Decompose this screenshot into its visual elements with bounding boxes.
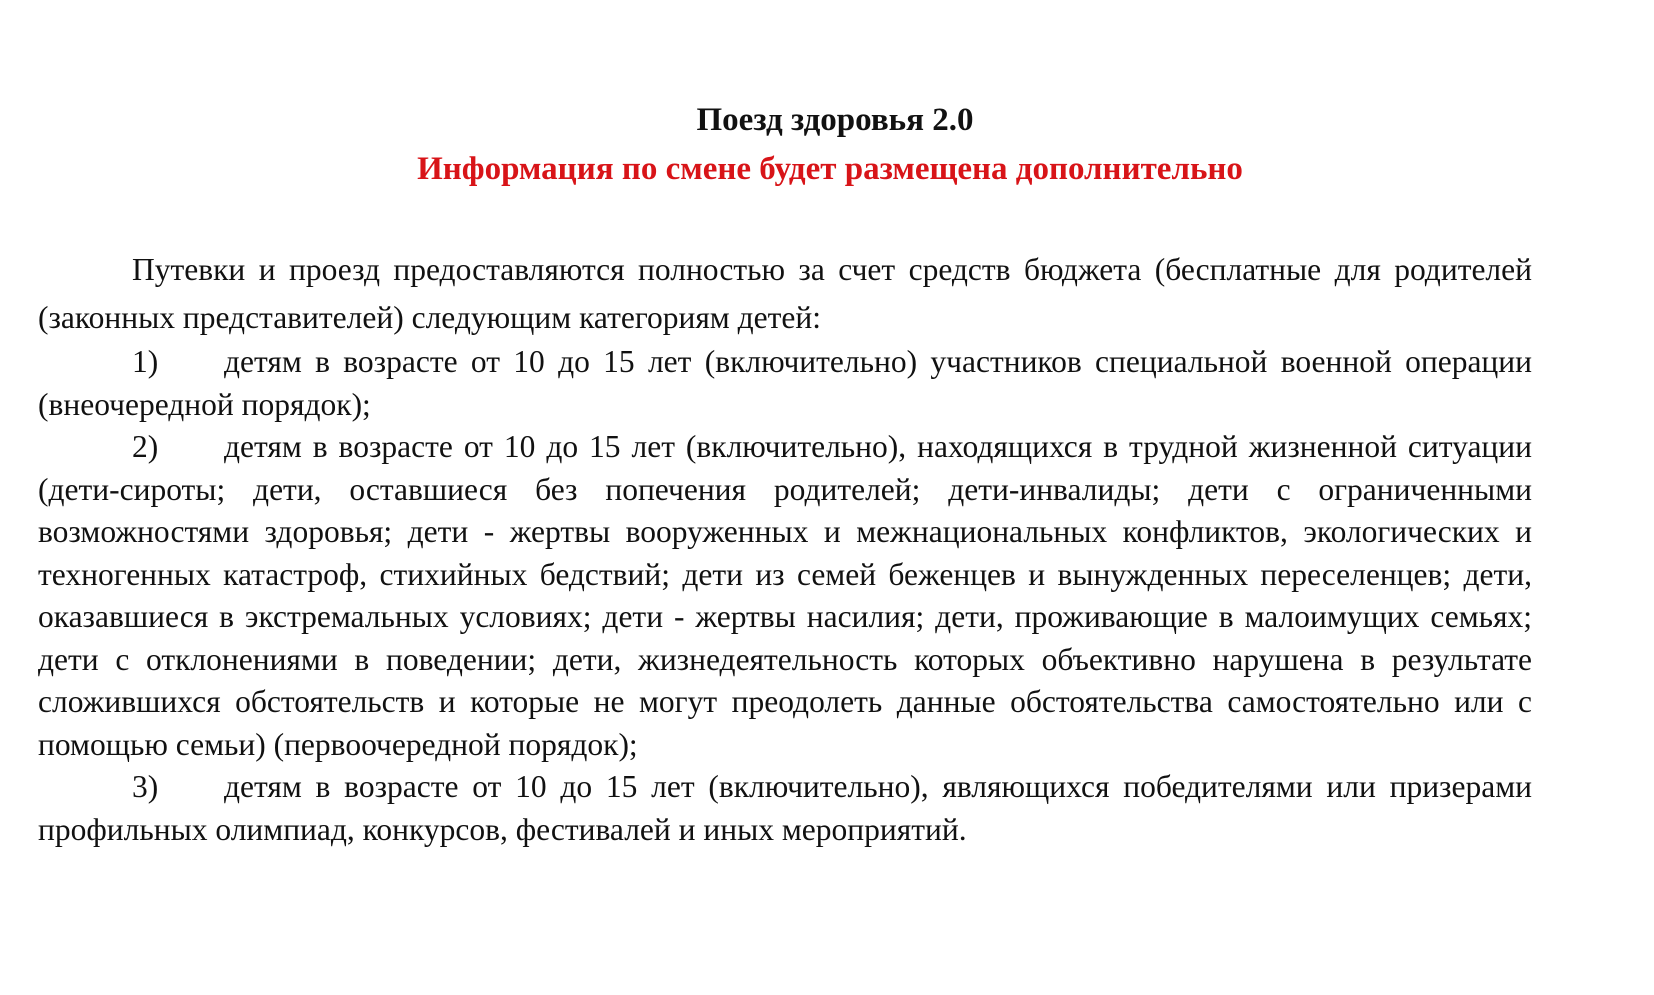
list-item-number: 2) — [132, 429, 159, 464]
document-body — [38, 246, 1532, 851]
list-item-3 — [38, 766, 1532, 851]
list-item-2 — [38, 426, 1532, 766]
intro-paragraph: Путевки и проезд предоставляются полностью за счет средств бюджета (бесплатные для родителей (законных представителей) следующим категориям детей: — [38, 252, 1532, 335]
list-item-number: 3) — [132, 769, 159, 804]
list-item-text: детям в возрасте от 10 до 15 лет (включительно), являющихся победителями или призерами профильных олимпиад, конкурсов, фестивалей и иных мероприятий. — [38, 769, 1532, 847]
list-item-1 — [38, 341, 1532, 426]
list-item-text: детям в возрасте от 10 до 15 лет (включительно) участников специальной военной операции (внеочередной порядок); — [38, 344, 1532, 422]
document-title: Поезд здоровья 2.0 — [696, 102, 974, 138]
list-item-number: 1) — [132, 344, 159, 379]
list-item-text: детям в возрасте от 10 до 15 лет (включительно), находящихся в трудной жизненной ситуации (дети-сироты; дети, оставшиеся без попечения родителей; дети-инвалиды; дети с ограниченными возможностями здоровья; дети - жертвы вооруженных и межнациональных конфликтов, экологических и техногенных катастроф, стихийных бедствий; дети из семей беженцев и вынужденных переселенцев; дети, оказавшиеся в экстремальных условиях; дети - жертвы насилия; дети, проживающие в малоимущих семьях; дети с отклонениями в поведении; дети, жизнедеятельность которых объективно нарушена в результате сложившихся обстоятельств и которые не могут преодолеть данные обстоятельства самостоятельно или с помощью семьи) (первоочередной порядок); — [38, 429, 1532, 762]
document-subtitle-notice: Информация по смене будет размещена дополнительно — [417, 151, 1243, 187]
